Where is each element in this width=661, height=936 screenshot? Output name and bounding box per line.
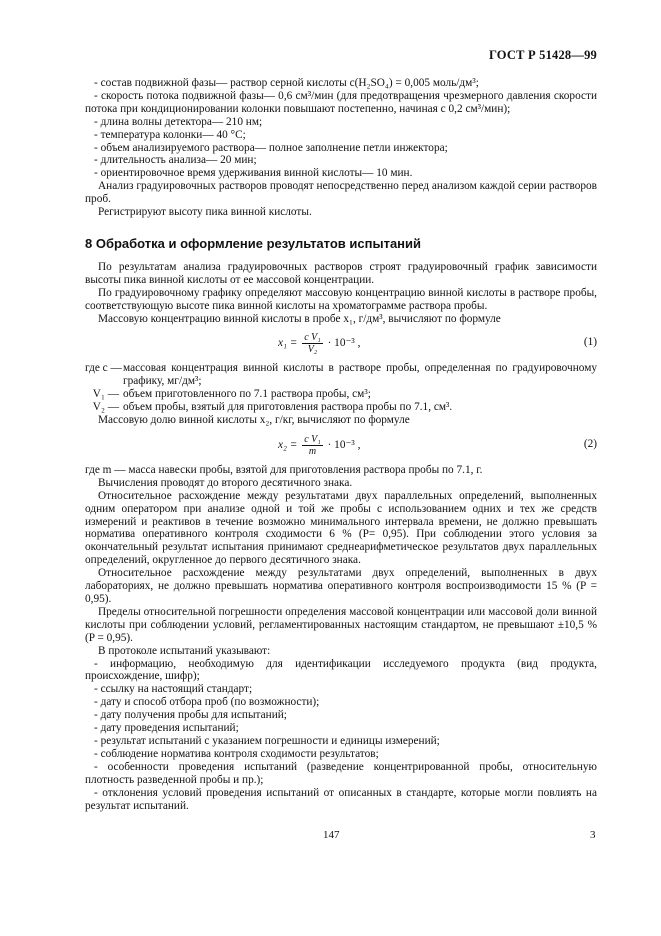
paragraph: Массовую концентрацию винной кислоты в пробе x₁, г/дм³, вычисляют по формуле (98, 312, 501, 325)
formula-fraction (302, 434, 323, 457)
paragraph: По результатам анализа градуировочных растворов строят градуировочный график зависимости высоты пика винной кислоты от ее массовой концентрации. (85, 260, 597, 286)
definition-label: где c — (85, 362, 122, 375)
definition-m: где m — масса навески пробы, взятой для приготовления раствора пробы по 7.1, г. (85, 463, 483, 476)
condition-item: - ориентировочное время удерживания винной кислоты— 10 мин. (94, 167, 413, 180)
formula-number: (2) (583, 437, 597, 450)
page-number: 147 (323, 829, 340, 841)
standard-header: ГОСТ Р 51428—99 (488, 48, 597, 62)
paragraph: Анализ градуировочных растворов проводят непосредственно перед анализом каждой серии растворов проб. (85, 180, 597, 206)
definition-text: объем пробы, взятый для приготовления раствора пробы по 7.1, см³. (123, 401, 453, 414)
section-heading: 8 Обработка и оформление результатов испытаний (85, 235, 422, 251)
paragraph: Массовую долю винной кислоты x₂, г/кг, вычисляют по формуле (98, 414, 410, 427)
paragraph: Вычисления проводят до второго десятичного знака. (98, 476, 353, 489)
formula-2 (85, 430, 597, 460)
protocol-item: - дату и способ отбора проб (по возможности); (94, 696, 320, 709)
condition-item: - длина волны детектора— 210 нм; (94, 115, 263, 128)
paragraph: Пределы относительной погрешности определения массовой концентрации или массовой доли винной кислоты при соблюдении условий, регламентированных настоящим стандартом, не превышают ±10,5 % (P = 0,95). (85, 605, 597, 644)
definition-row (85, 388, 597, 401)
definition-label: V₁ — (92, 388, 119, 401)
protocol-item: - соблюдение норматива контроля сходимости результатов; (94, 747, 379, 760)
formula-denominator: m (308, 445, 317, 457)
sheet-number: 3 (590, 829, 596, 841)
protocol-item: - отклонения условий проведения испытаний от описанных в стандарте, которые могли повлиять на результат испытаний. (85, 786, 597, 812)
formula-denominator: V₂ (307, 344, 318, 356)
definition-text: массовая концентрация винной кислоты в растворе пробы, определенная по градуировочному графику, мг/дм³; (123, 362, 597, 388)
paragraph: По градуировочному графику определяют массовую концентрацию винной кислоты в растворе пробы, соответствующую высоте пика винной кислоты на хроматограмме раствора пробы. (85, 286, 597, 312)
paragraph: Относительное расхождение между результатами двух определений, выполненных в двух лабораториях, не должно превышать норматива оперативного контроля воспроизводимости 15 % (P = 0,95). (85, 567, 597, 605)
protocol-item: - дату проведения испытаний; (94, 722, 239, 735)
page-content (85, 77, 597, 812)
protocol-item: - дату получения пробы для испытаний; (94, 709, 287, 722)
definitions-list (85, 362, 597, 414)
paragraph: Относительное расхождение между результатами двух параллельных определений, выполненных одним оператором при анализе одной и той же пробы с использованием одних и тех же средств измерений и реактивов в течение возможно минимального интервала времени, не должно превышать норматива оперативного контроля сходимости 6 % (P= 0,95). При соблюдении этого условия за окончательный результат испытания принимают среднеарифметическое результатов двух параллельных определений, округленное до первого десятичного знака. (85, 489, 597, 567)
paragraph: Регистрируют высоту пика винной кислоты. (98, 206, 312, 219)
condition-item: - объем анализируемого раствора— полное заполнение петли инжектора; (94, 141, 448, 154)
condition-item: - состав подвижной фазы— раствор серной кислоты c(H₂SO₄) = 0,005 моль/дм³; (94, 77, 479, 89)
formula-fraction (302, 332, 323, 355)
protocol-item: - особенности проведения испытаний (разведение концентрированной пробы, относительную плотность разведенной пробы и пр.); (85, 760, 597, 786)
protocol-item: - результат испытаний с указанием погрешности и единицы измерений; (94, 734, 440, 747)
definition-row (85, 362, 597, 388)
condition-item: - температура колонки— 40 °С; (94, 128, 246, 141)
definition-text: объем приготовленного по 7.1 раствора пробы, см³; (123, 388, 371, 401)
formula-1 (85, 328, 597, 358)
formula-expression (278, 332, 360, 355)
formula-lhs: x₁ = (278, 337, 298, 350)
formula-numerator: c V₁ (304, 332, 321, 344)
condition-item: - скорость потока подвижной фазы— 0,6 см³/мин (для предотвращения чрезмерного давления скорости потока при кондиционировании колонки повышают постепенно, начиная с 0,2 см³/мин); (85, 89, 597, 115)
paragraph: В протоколе испытаний указывают: (98, 644, 271, 657)
formula-expression (278, 434, 360, 457)
definition-row (85, 401, 597, 414)
protocol-item: - информацию, необходимую для идентификации исследуемого продукта (вид продукта, происхождение, шифр); (85, 657, 597, 683)
formula-numerator: c V₁ (304, 433, 321, 445)
definition-label: V₂ — (92, 401, 119, 414)
formula-rhs: · 10⁻³ , (327, 337, 361, 350)
formula-rhs: · 10⁻³ , (327, 439, 361, 452)
formula-number: (1) (583, 336, 597, 349)
protocol-item: - ссылку на настоящий стандарт; (94, 683, 253, 696)
condition-item: - длительность анализа— 20 мин; (94, 154, 257, 167)
formula-lhs: x₂ = (278, 439, 298, 452)
